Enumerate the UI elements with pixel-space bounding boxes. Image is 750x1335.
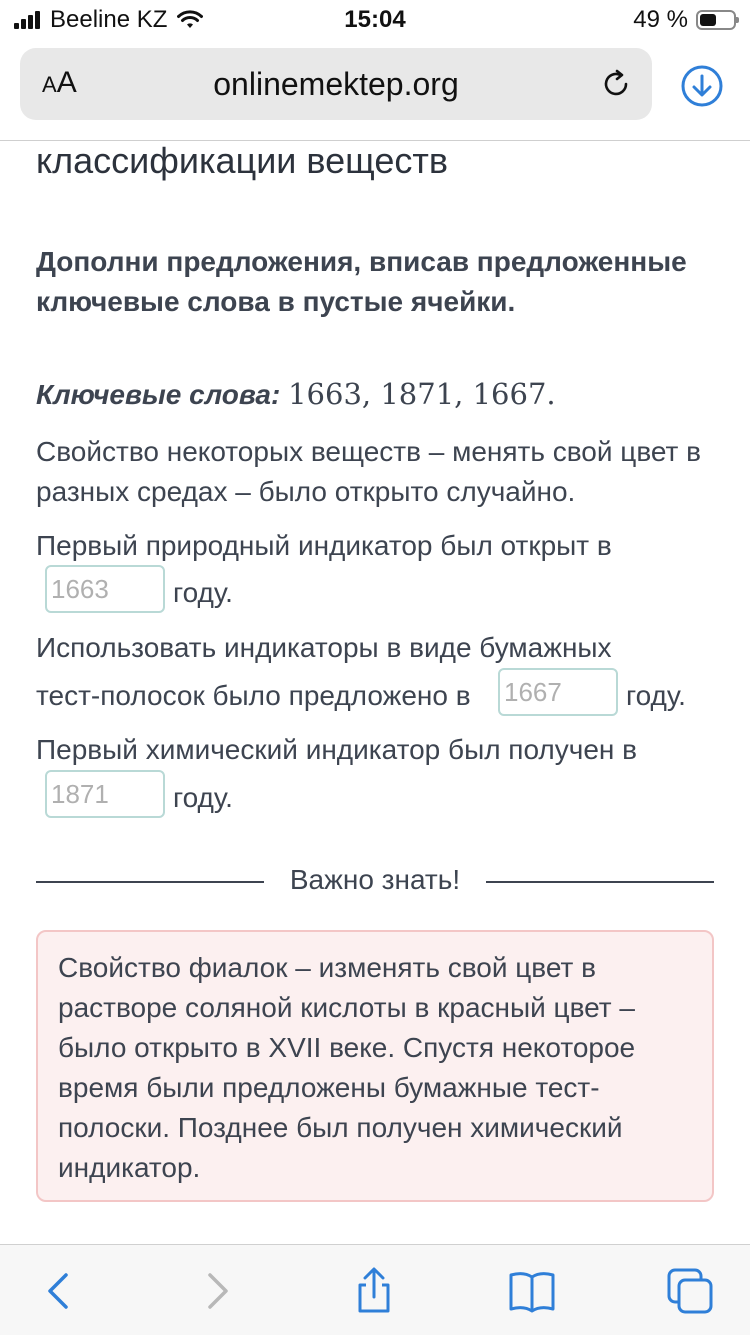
sentence-2-text-cont: тест-полосок было предложено в (36, 680, 471, 711)
task-instruction: Дополни предложения, вписав предложенные ключевые слова в пустые ячейки. (36, 246, 687, 317)
battery-indicator (633, 6, 736, 34)
sentence-3-end: году. (173, 782, 233, 813)
back-icon[interactable] (34, 1267, 82, 1315)
reload-icon[interactable] (598, 66, 634, 102)
divider-label: Важно знать! (289, 864, 461, 895)
intro-paragraph: Свойство некоторых веществ – менять свой цвет в разных средах – было открыто случайно. (36, 436, 702, 507)
answer-field-2[interactable]: 1667 (498, 668, 618, 716)
sentence-3-text: Первый химический индикатор был получен в (36, 734, 638, 765)
status-bar (0, 0, 750, 40)
clock: 15:04 (344, 6, 406, 33)
carrier-name: Beeline KZ (50, 6, 168, 33)
browser-toolbar (0, 40, 750, 141)
answer-field-1[interactable]: 1663 (45, 565, 165, 613)
battery-icon (696, 10, 736, 30)
download-icon[interactable] (680, 64, 724, 108)
divider-line-right (486, 881, 714, 883)
forward-icon[interactable] (194, 1267, 242, 1315)
important-divider (36, 862, 714, 902)
keywords-line (36, 374, 556, 415)
address-bar[interactable] (20, 48, 652, 120)
share-icon[interactable] (350, 1267, 398, 1315)
keywords-values: 1663, 1871, 1667. (288, 377, 556, 411)
battery-percent: 49 % (633, 6, 688, 33)
bottom-toolbar (0, 1244, 750, 1335)
important-notice: Свойство фиалок – изменять свой цвет в растворе соляной кислоты в красный цвет – было открыто в XVII веке. Спустя некоторое время были предложены бумажные тест-полоски. Позднее был получен химический индикатор. (36, 930, 714, 1202)
sentence-2-end: году. (626, 680, 686, 711)
sentence-1-text: Первый природный индикатор был открыт в (36, 530, 612, 561)
page-heading: классификации веществ (36, 140, 449, 181)
sentence-1-end: году. (173, 577, 233, 608)
bookmarks-icon[interactable] (508, 1267, 556, 1315)
keywords-label: Ключевые слова: (36, 379, 281, 410)
tabs-icon[interactable] (666, 1267, 714, 1315)
sentence-2-text: Использовать индикаторы в виде бумажных (36, 632, 612, 663)
text-size-button[interactable]: AA (42, 66, 77, 99)
answer-field-3[interactable]: 1871 (45, 770, 165, 818)
url-text[interactable]: onlinemektep.org (213, 66, 459, 102)
